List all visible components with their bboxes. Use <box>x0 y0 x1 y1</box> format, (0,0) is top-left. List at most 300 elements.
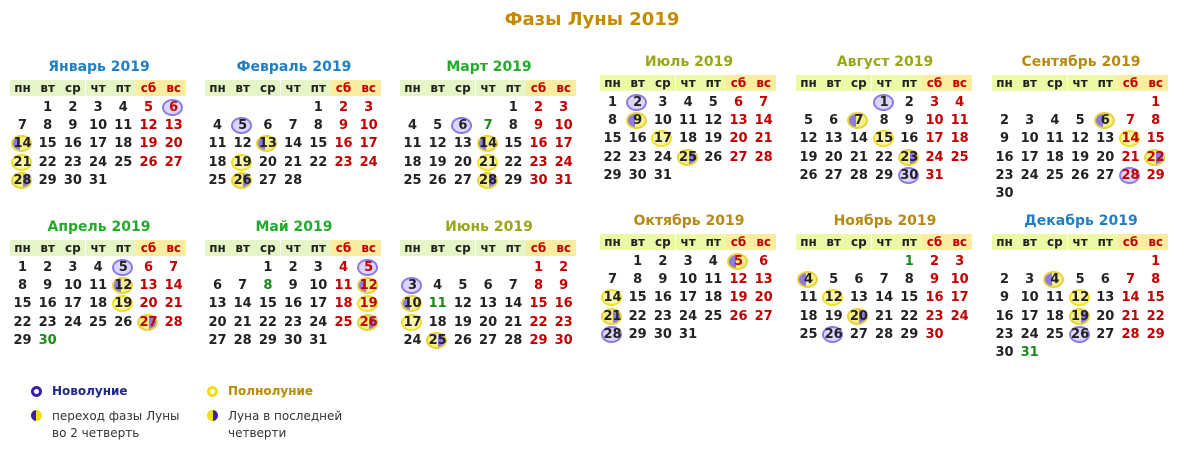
legend-first-quarter-line1: переход фазы Луны <box>52 409 180 423</box>
weekday-label: пт <box>111 240 136 256</box>
day-cell: 18 <box>428 314 447 330</box>
day-cell: 29 <box>529 332 548 348</box>
weekday-label: пн <box>205 80 230 96</box>
weekday-label: сб <box>922 234 947 250</box>
day-cell: 8 <box>904 272 914 288</box>
day-cell: 18 <box>1045 308 1064 324</box>
day-cell: 19 <box>428 154 447 170</box>
weekday-header <box>10 240 188 256</box>
weekday-label: ср <box>60 240 85 256</box>
month-3 <box>400 58 578 195</box>
day-cell: 2 <box>929 254 940 269</box>
weekday-label: пн <box>992 234 1017 250</box>
day-cell: 24 <box>925 149 944 165</box>
day-cell: 20 <box>164 136 183 152</box>
day-cell: 18 <box>679 131 698 147</box>
day-cell-fm: 21 <box>476 154 501 172</box>
day-cell: 24 <box>1020 167 1039 183</box>
day-cell: 6 <box>759 254 769 269</box>
weekday-label: пт <box>897 75 922 91</box>
day-cell: 10 <box>1020 131 1039 147</box>
day-cell: 30 <box>529 172 548 188</box>
day-cell: 26 <box>453 332 472 348</box>
legend-first-quarter-line2: во 2 четверть <box>52 426 140 440</box>
day-cell: 29 <box>628 326 647 342</box>
weekday-label: чт <box>1068 234 1093 250</box>
day-cell: 3 <box>313 260 323 275</box>
day-cell: 17 <box>359 136 378 152</box>
day-cell-fm: 15 <box>872 130 897 148</box>
day-cell: 31 <box>679 326 698 342</box>
day-cell: 13 <box>164 118 183 134</box>
day-cell: 20 <box>1096 149 1115 165</box>
weekday-header <box>400 240 578 256</box>
last-quarter-icon <box>207 410 218 421</box>
day-cell: 14 <box>754 113 773 129</box>
weekday-label: ср <box>650 75 675 91</box>
day-cell: 25 <box>1045 167 1064 183</box>
day-cell: 4 <box>407 118 418 134</box>
day-cell: 23 <box>334 154 353 170</box>
day-cell-q1: 13 <box>255 135 280 153</box>
day-cell: 30 <box>653 326 672 342</box>
weekday-label: чт <box>281 240 306 256</box>
day-cell: 21 <box>875 308 894 324</box>
day-grid <box>400 259 578 355</box>
day-cell: 2 <box>68 100 78 115</box>
weekday-header <box>992 75 1170 91</box>
day-cell: 11 <box>208 136 227 152</box>
weekday-label: чт <box>476 80 501 96</box>
day-cell-q3: 27 <box>136 314 161 332</box>
day-cell: 25 <box>704 308 723 324</box>
day-cell-q3: 23 <box>897 149 922 167</box>
day-cell: 21 <box>504 314 523 330</box>
day-cell: 27 <box>258 172 277 188</box>
day-cell: 3 <box>1025 272 1035 288</box>
weekday-label: вт <box>625 75 650 91</box>
day-cell-fm: 17 <box>400 314 425 332</box>
month-title: Ноябрь 2019 <box>833 213 937 229</box>
weekday-label: сб <box>526 80 551 96</box>
day-cell: 9 <box>43 278 53 294</box>
day-cell: 27 <box>453 172 472 188</box>
legend-last-quarter <box>228 408 342 442</box>
day-cell: 16 <box>995 149 1014 165</box>
day-cell: 9 <box>559 278 569 294</box>
day-cell: 5 <box>143 100 154 115</box>
day-cell: 9 <box>999 290 1010 306</box>
day-cell: 27 <box>849 326 868 342</box>
weekday-label: вт <box>425 240 450 256</box>
day-cell: 14 <box>504 296 523 312</box>
day-cell: 11 <box>950 113 969 129</box>
day-cell: 14 <box>164 278 183 294</box>
day-cell: 27 <box>1096 326 1115 342</box>
day-cell: 5 <box>829 272 839 288</box>
day-cell: 22 <box>900 308 919 324</box>
month-1 <box>10 58 188 195</box>
day-grid <box>796 253 974 349</box>
day-cell: 20 <box>729 131 748 147</box>
weekday-label: пт <box>897 234 922 250</box>
day-cell-nm: 1 <box>872 94 897 112</box>
day-grid <box>205 259 383 355</box>
full-moon-icon <box>207 386 218 397</box>
weekday-label: пн <box>600 234 625 250</box>
day-cell-q3: 26 <box>356 314 381 332</box>
day-cell: 18 <box>799 308 818 324</box>
day-cell: 11 <box>679 113 698 129</box>
day-cell: 12 <box>704 113 723 129</box>
day-cell: 10 <box>653 113 672 129</box>
day-cell: 2 <box>999 113 1010 129</box>
day-cell-q3: 28 <box>10 172 35 190</box>
day-cell: 13 <box>479 296 498 312</box>
month-6 <box>992 53 1170 201</box>
day-cell: 13 <box>824 131 843 147</box>
day-cell: 14 <box>284 136 303 152</box>
weekday-label: вс <box>1143 75 1168 91</box>
day-cell: 8 <box>263 278 273 294</box>
day-cell: 30 <box>628 167 647 183</box>
day-cell: 17 <box>1020 308 1039 324</box>
day-cell: 18 <box>208 154 227 170</box>
weekday-label: чт <box>1068 75 1093 91</box>
day-cell: 11 <box>114 118 133 134</box>
day-cell-q1: 6 <box>1093 112 1118 130</box>
day-cell: 15 <box>529 296 548 312</box>
weekday-label: пт <box>501 240 526 256</box>
day-cell: 7 <box>17 118 28 134</box>
weekday-label: сб <box>526 240 551 256</box>
day-cell: 17 <box>1020 149 1039 165</box>
day-cell: 8 <box>1151 272 1161 288</box>
day-cell-fm: 17 <box>650 130 675 148</box>
weekday-label: пт <box>1093 75 1118 91</box>
day-cell: 7 <box>483 118 493 134</box>
day-cell: 4 <box>955 95 965 110</box>
day-cell: 25 <box>334 314 353 330</box>
day-cell: 26 <box>799 167 818 183</box>
day-cell: 27 <box>164 154 183 170</box>
day-cell: 8 <box>43 118 53 134</box>
day-cell: 21 <box>1121 149 1140 165</box>
weekday-label: вс <box>161 240 186 256</box>
day-cell: 26 <box>114 314 133 330</box>
day-cell: 9 <box>929 272 940 288</box>
day-cell: 19 <box>453 314 472 330</box>
weekday-label: сб <box>922 75 947 91</box>
day-cell: 1 <box>904 254 914 269</box>
day-cell: 26 <box>729 308 748 324</box>
weekday-label: пт <box>111 80 136 96</box>
day-cell: 6 <box>212 278 223 294</box>
day-cell: 4 <box>338 260 349 275</box>
day-cell-q1: 4 <box>796 271 821 289</box>
weekday-label: пн <box>10 80 35 96</box>
day-cell: 24 <box>554 154 573 170</box>
day-cell-fm: 21 <box>10 154 35 172</box>
day-cell: 2 <box>559 260 569 275</box>
day-cell: 22 <box>1146 308 1165 324</box>
day-cell-nm: 5 <box>230 117 255 135</box>
day-cell: 23 <box>628 149 647 165</box>
day-cell: 13 <box>729 113 748 129</box>
day-cell: 5 <box>458 278 468 294</box>
day-cell: 31 <box>925 167 944 183</box>
day-cell: 16 <box>334 136 353 152</box>
day-cell: 1 <box>533 260 544 275</box>
day-cell: 2 <box>904 95 914 110</box>
day-cell: 12 <box>428 136 447 152</box>
day-cell: 30 <box>554 332 573 348</box>
day-cell-fm: 19 <box>356 295 381 313</box>
day-cell: 1 <box>508 100 518 115</box>
day-cell: 27 <box>754 308 773 324</box>
weekday-label: пн <box>796 234 821 250</box>
day-cell-nm: 6 <box>450 117 475 135</box>
day-cell: 14 <box>233 296 252 312</box>
day-grid <box>400 99 578 195</box>
day-cell: 11 <box>428 296 447 312</box>
weekday-label: пн <box>992 75 1017 91</box>
day-cell: 18 <box>950 131 969 147</box>
day-cell-nm: 5 <box>356 259 381 277</box>
weekday-label: пн <box>10 240 35 256</box>
day-cell: 27 <box>1096 167 1115 183</box>
day-cell-nm: 26 <box>821 326 846 344</box>
day-cell: 26 <box>428 172 447 188</box>
day-cell: 16 <box>628 131 647 147</box>
day-cell: 16 <box>38 296 57 312</box>
day-cell: 16 <box>653 290 672 306</box>
weekday-header <box>10 80 188 96</box>
day-cell-fm: 12 <box>1068 289 1093 307</box>
day-cell: 31 <box>653 167 672 183</box>
day-cell: 29 <box>1146 167 1165 183</box>
weekday-label: вс <box>751 234 776 250</box>
day-cell-nm: 30 <box>897 167 922 185</box>
day-cell: 31 <box>554 172 573 188</box>
day-cell: 25 <box>799 326 818 342</box>
day-cell: 11 <box>89 278 108 294</box>
day-cell: 1 <box>263 260 273 275</box>
legend-full-moon: Полнолуние <box>228 384 314 398</box>
weekday-label: вт <box>625 234 650 250</box>
day-cell: 20 <box>208 314 227 330</box>
day-cell: 18 <box>403 154 422 170</box>
day-cell-fm: 14 <box>1118 130 1143 148</box>
weekday-label: сб <box>1118 234 1143 250</box>
weekday-label: пн <box>600 75 625 91</box>
day-cell: 13 <box>1096 290 1115 306</box>
legend-last-quarter-line2: четверти <box>228 426 287 440</box>
day-cell: 17 <box>89 136 108 152</box>
day-cell: 10 <box>359 118 378 134</box>
weekday-label: чт <box>676 234 701 250</box>
weekday-label: чт <box>676 75 701 91</box>
day-cell: 3 <box>93 100 103 115</box>
day-cell: 13 <box>1096 131 1115 147</box>
day-cell: 2 <box>533 100 544 115</box>
weekday-label: пт <box>306 240 331 256</box>
weekday-label: чт <box>281 80 306 96</box>
day-cell: 14 <box>849 131 868 147</box>
month-title: Август 2019 <box>836 54 934 70</box>
day-cell: 28 <box>504 332 523 348</box>
weekday-label: пт <box>501 80 526 96</box>
day-grid <box>992 94 1170 201</box>
day-cell: 25 <box>950 149 969 165</box>
day-cell: 20 <box>139 296 158 312</box>
weekday-label: вс <box>161 80 186 96</box>
day-cell-fm: 19 <box>230 154 255 172</box>
day-cell: 15 <box>258 296 277 312</box>
month-7 <box>10 218 188 355</box>
day-cell: 17 <box>950 290 969 306</box>
day-cell: 11 <box>334 278 353 294</box>
day-cell: 21 <box>164 296 183 312</box>
day-cell-q1: 9 <box>625 112 650 130</box>
day-cell: 22 <box>258 314 277 330</box>
weekday-label: пт <box>701 75 726 91</box>
day-cell: 9 <box>999 131 1010 147</box>
day-cell: 24 <box>950 308 969 324</box>
day-cell: 19 <box>824 308 843 324</box>
new-moon-icon <box>31 386 42 397</box>
day-cell: 12 <box>453 296 472 312</box>
weekday-header <box>205 240 383 256</box>
day-cell: 5 <box>708 95 718 110</box>
day-cell-q1: 12 <box>356 277 381 295</box>
day-cell: 18 <box>704 290 723 306</box>
weekday-label: чт <box>86 80 111 96</box>
day-cell: 1 <box>1151 95 1161 110</box>
weekday-label: сб <box>726 234 751 250</box>
day-cell: 22 <box>628 308 647 324</box>
day-cell: 22 <box>504 154 523 170</box>
weekday-label: вт <box>425 80 450 96</box>
day-cell: 29 <box>38 172 57 188</box>
legend-first-quarter <box>52 408 180 442</box>
day-cell: 16 <box>63 136 82 152</box>
weekday-label: пн <box>205 240 230 256</box>
day-cell: 13 <box>849 290 868 306</box>
day-cell: 29 <box>258 332 277 348</box>
day-cell: 21 <box>284 154 303 170</box>
day-cell: 14 <box>875 290 894 306</box>
day-cell: 2 <box>658 254 668 269</box>
day-cell: 23 <box>554 314 573 330</box>
day-cell: 27 <box>208 332 227 348</box>
day-cell: 23 <box>653 308 672 324</box>
weekday-label: вс <box>356 80 381 96</box>
day-cell: 16 <box>900 131 919 147</box>
day-cell: 1 <box>17 260 28 275</box>
day-cell: 18 <box>114 136 133 152</box>
day-cell: 25 <box>1045 326 1064 342</box>
day-cell: 17 <box>63 296 82 312</box>
day-cell: 13 <box>453 136 472 152</box>
day-cell: 20 <box>453 154 472 170</box>
month-title: Декабрь 2019 <box>1024 213 1138 229</box>
day-cell: 7 <box>508 278 518 294</box>
day-cell: 25 <box>208 172 227 188</box>
weekday-label: ср <box>450 80 475 96</box>
day-cell: 3 <box>658 95 668 110</box>
day-cell: 29 <box>504 172 523 188</box>
day-cell: 17 <box>309 296 328 312</box>
day-cell: 22 <box>603 149 622 165</box>
day-cell: 4 <box>118 100 128 115</box>
weekday-header <box>400 80 578 96</box>
weekday-label: вс <box>1143 234 1168 250</box>
month-11 <box>796 212 974 349</box>
day-cell: 19 <box>139 136 158 152</box>
day-cell: 24 <box>89 154 108 170</box>
day-cell: 24 <box>1020 326 1039 342</box>
day-cell: 8 <box>633 272 643 288</box>
day-cell: 15 <box>1146 290 1165 306</box>
day-cell: 7 <box>1125 272 1136 288</box>
day-cell: 24 <box>309 314 328 330</box>
day-cell: 17 <box>925 131 944 147</box>
day-cell: 6 <box>263 118 273 134</box>
day-cell: 20 <box>824 149 843 165</box>
day-cell: 12 <box>233 136 252 152</box>
day-cell: 18 <box>1045 149 1064 165</box>
day-cell: 24 <box>653 149 672 165</box>
day-cell-q1: 14 <box>476 135 501 153</box>
day-cell: 26 <box>704 149 723 165</box>
weekday-label: пт <box>306 80 331 96</box>
day-cell: 21 <box>754 131 773 147</box>
day-cell: 28 <box>1121 326 1140 342</box>
weekday-label: вт <box>1017 234 1042 250</box>
day-cell: 8 <box>1151 113 1161 129</box>
day-cell-q3: 26 <box>230 172 255 190</box>
day-cell: 31 <box>1020 345 1039 360</box>
weekday-label: чт <box>476 240 501 256</box>
day-grid <box>10 99 188 195</box>
day-cell: 28 <box>233 332 252 348</box>
day-cell-fm: 14 <box>600 289 625 307</box>
day-cell: 18 <box>334 296 353 312</box>
weekday-label: ср <box>650 234 675 250</box>
day-cell: 16 <box>529 136 548 152</box>
day-cell: 12 <box>729 272 748 288</box>
day-cell-q3: 20 <box>846 308 871 326</box>
day-cell: 1 <box>1151 254 1161 269</box>
month-4 <box>600 53 778 190</box>
weekday-label: вт <box>1017 75 1042 91</box>
day-cell: 30 <box>284 332 303 348</box>
day-cell-fm: 19 <box>111 295 136 313</box>
weekday-label: пт <box>701 234 726 250</box>
day-cell: 2 <box>338 100 349 115</box>
day-cell: 28 <box>875 326 894 342</box>
weekday-label: ср <box>60 80 85 96</box>
day-cell: 8 <box>17 278 28 294</box>
day-cell: 15 <box>504 136 523 152</box>
day-cell: 3 <box>68 260 78 275</box>
weekday-label: пт <box>1093 234 1118 250</box>
day-cell: 19 <box>704 131 723 147</box>
day-cell: 15 <box>628 290 647 306</box>
day-cell: 10 <box>309 278 328 294</box>
day-cell: 24 <box>63 314 82 330</box>
